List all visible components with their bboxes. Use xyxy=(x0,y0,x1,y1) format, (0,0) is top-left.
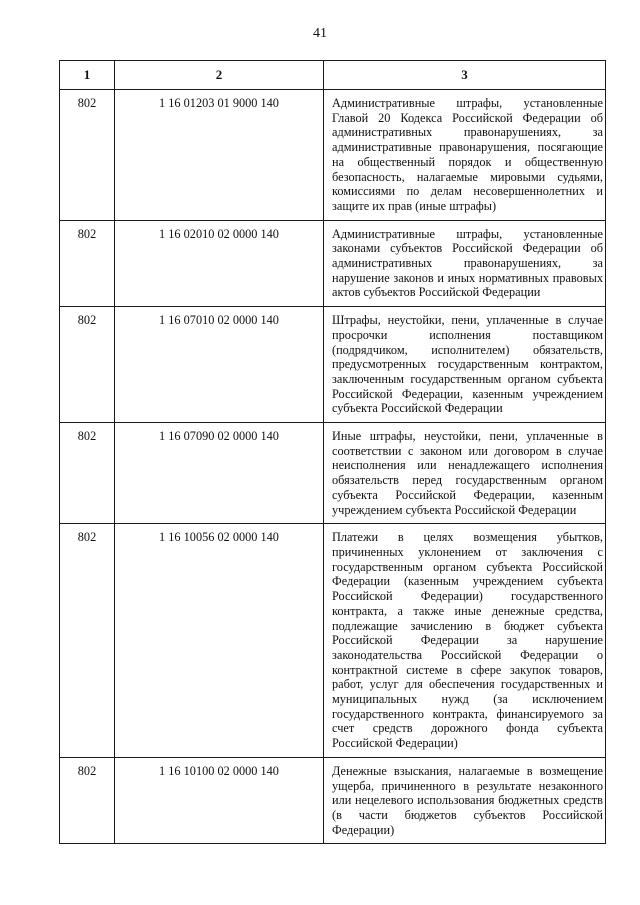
administrator-code-cell: 802 xyxy=(60,757,115,844)
administrator-code-cell: 802 xyxy=(60,90,115,221)
budget-classification-code-cell: 1 16 10100 02 0000 140 xyxy=(115,757,324,844)
table-row xyxy=(60,524,606,758)
table-row xyxy=(60,220,606,307)
administrator-code-cell: 802 xyxy=(60,423,115,524)
column-header-2: 2 xyxy=(115,61,324,90)
budget-classification-code-cell: 1 16 07010 02 0000 140 xyxy=(115,307,324,423)
administrator-code-cell: 802 xyxy=(60,220,115,307)
revenue-description-cell: Денежные взыскания, налагаемые в возмещение ущерба, причиненного в результате незаконного или нецелевого использования бюджетных средств (в части бюджетов субъектов Российской Федерации) xyxy=(324,757,606,844)
budget-classification-code-cell: 1 16 01203 01 9000 140 xyxy=(115,90,324,221)
table-row xyxy=(60,757,606,844)
administrator-code-cell: 802 xyxy=(60,524,115,758)
revenue-description-cell: Платежи в целях возмещения убытков, причиненных уклонением от заключения с государственным органом субъекта Российской Федерации (казенным учреждением субъекта Российской Федерации) государственного контракта, а также иные денежные средства, подлежащие зачислению в бюджет субъекта Российской Федерации за нарушение законодательства Российской Федерации о контрактной системе в сфере закупок товаров, работ, услуг для обеспечения государственных и муниципальных нужд (за исключением государственного контракта, финансируемого за счет средств дорожного фонда субъекта Российской Федерации) xyxy=(324,524,606,758)
revenue-description-cell: Административные штрафы, установленные законами субъектов Российской Федерации об административных правонарушениях, за нарушение законов и иных нормативных правовых актов субъектов Российской Федерации xyxy=(324,220,606,307)
revenue-description-cell: Штрафы, неустойки, пени, уплаченные в случае просрочки исполнения поставщиком (подрядчиком, исполнителем) обязательств, предусмотренных государственным контрактом, заключенным государственным органом субъекта Российской Федерации, казенным учреждением субъекта Российской Федерации xyxy=(324,307,606,423)
table-row xyxy=(60,423,606,524)
column-header-3: 3 xyxy=(324,61,606,90)
revenue-description-cell: Иные штрафы, неустойки, пени, уплаченные в соответствии с законом или договором в случае неисполнения или ненадлежащего исполнения обязательств перед государственным органом субъекта Российской Федерации, казенным учреждением субъекта Российской Федерации xyxy=(324,423,606,524)
revenue-codes-table xyxy=(59,60,606,844)
table-row xyxy=(60,90,606,221)
budget-classification-code-cell: 1 16 07090 02 0000 140 xyxy=(115,423,324,524)
table-row xyxy=(60,307,606,423)
table-header-row xyxy=(60,61,606,90)
administrator-code-cell: 802 xyxy=(60,307,115,423)
page-number: 41 xyxy=(313,26,327,41)
column-header-1: 1 xyxy=(60,61,115,90)
revenue-description-cell: Административные штрафы, установленные Главой 20 Кодекса Российской Федерации об административных правонарушениях, за административные правонарушения, посягающие на общественный порядок и общественную безопасность, налагаемые мировыми судьями, комиссиями по делам несовершеннолетних и защите их прав (иные штрафы) xyxy=(324,90,606,221)
budget-classification-code-cell: 1 16 10056 02 0000 140 xyxy=(115,524,324,758)
budget-classification-code-cell: 1 16 02010 02 0000 140 xyxy=(115,220,324,307)
